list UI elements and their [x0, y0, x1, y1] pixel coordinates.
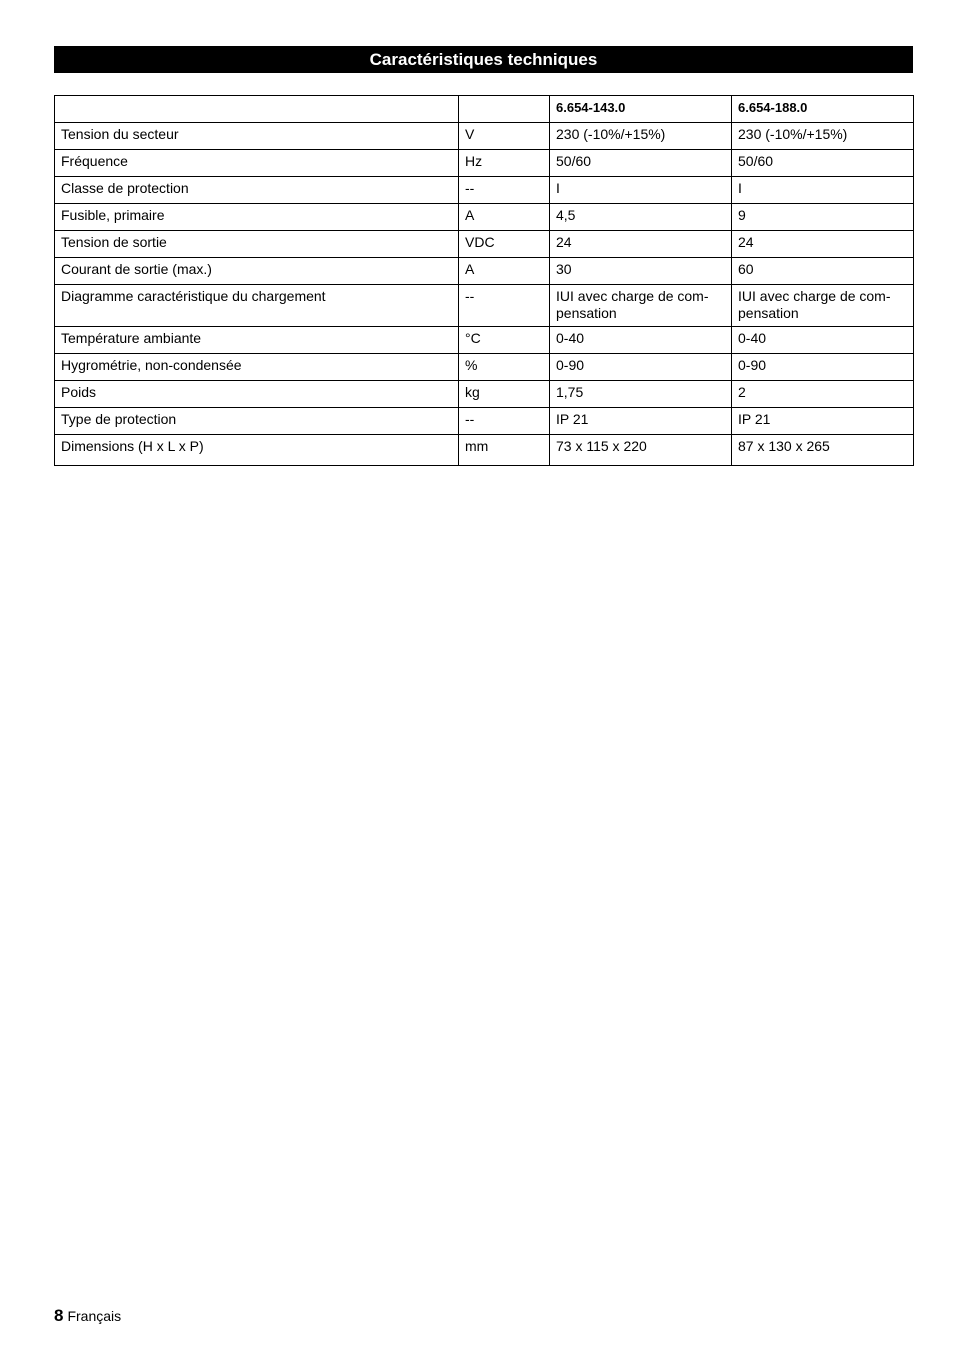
row-value-model-2: 50/60	[732, 150, 914, 177]
row-value-model-1: IP 21	[550, 408, 732, 435]
row-unit: VDC	[459, 231, 550, 258]
row-unit: °C	[459, 327, 550, 354]
row-label: Courant de sortie (max.)	[55, 258, 459, 285]
header-cell-model-2: 6.654-188.0	[732, 96, 914, 123]
row-unit: mm	[459, 435, 550, 466]
row-label: Dimensions (H x L x P)	[55, 435, 459, 466]
row-unit: A	[459, 204, 550, 231]
row-label: Classe de protection	[55, 177, 459, 204]
row-label: Fréquence	[55, 150, 459, 177]
table-row	[55, 435, 914, 466]
row-value-model-2: 24	[732, 231, 914, 258]
row-label: Diagramme caractéristique du chargement	[55, 285, 459, 327]
row-label: Tension du secteur	[55, 123, 459, 150]
row-label: Fusible, primaire	[55, 204, 459, 231]
row-unit: --	[459, 408, 550, 435]
row-value-model-2: 0-90	[732, 354, 914, 381]
table-row	[55, 258, 914, 285]
row-value-model-1: 0-90	[550, 354, 732, 381]
row-unit: --	[459, 177, 550, 204]
row-label: Hygrométrie, non-condensée	[55, 354, 459, 381]
row-unit: V	[459, 123, 550, 150]
row-unit: %	[459, 354, 550, 381]
row-value-model-1: 30	[550, 258, 732, 285]
row-label: Type de protection	[55, 408, 459, 435]
table-row	[55, 123, 914, 150]
row-label: Tension de sortie	[55, 231, 459, 258]
row-value-model-1: I	[550, 177, 732, 204]
row-unit: A	[459, 258, 550, 285]
row-value-model-1: 24	[550, 231, 732, 258]
table-row	[55, 354, 914, 381]
row-unit: Hz	[459, 150, 550, 177]
specifications-table	[54, 95, 914, 466]
table-row	[55, 150, 914, 177]
table-row	[55, 231, 914, 258]
row-value-model-2: 230 (-10%/+15%)	[732, 123, 914, 150]
table-row	[55, 285, 914, 327]
row-value-model-2: IUI avec charge de com- pensation	[732, 285, 914, 327]
footer-language: Français	[67, 1308, 122, 1324]
table-row	[55, 408, 914, 435]
table-row	[55, 204, 914, 231]
row-value-model-2: 9	[732, 204, 914, 231]
row-value-model-1: 73 x 115 x 220	[550, 435, 732, 466]
row-value-model-2: 60	[732, 258, 914, 285]
table-header-row	[55, 96, 914, 123]
page-footer	[54, 1306, 121, 1326]
section-title: Caractéristiques techniques	[54, 46, 913, 73]
row-value-model-1: 1,75	[550, 381, 732, 408]
row-value-model-2: 0-40	[732, 327, 914, 354]
row-value-model-2: IP 21	[732, 408, 914, 435]
row-value-model-2: 2	[732, 381, 914, 408]
row-label: Poids	[55, 381, 459, 408]
row-value-model-2: I	[732, 177, 914, 204]
header-cell-unit	[459, 96, 550, 123]
row-value-model-2: 87 x 130 x 265	[732, 435, 914, 466]
table-row	[55, 177, 914, 204]
page-number: 8	[54, 1306, 64, 1325]
row-value-model-1: IUI avec charge de com- pensation	[550, 285, 732, 327]
table-row	[55, 327, 914, 354]
row-value-model-1: 50/60	[550, 150, 732, 177]
row-unit: kg	[459, 381, 550, 408]
row-label: Température ambiante	[55, 327, 459, 354]
header-cell-label	[55, 96, 459, 123]
row-value-model-1: 230 (-10%/+15%)	[550, 123, 732, 150]
row-value-model-1: 4,5	[550, 204, 732, 231]
header-cell-model-1: 6.654-143.0	[550, 96, 732, 123]
table-row	[55, 381, 914, 408]
row-value-model-1: 0-40	[550, 327, 732, 354]
row-unit: --	[459, 285, 550, 327]
